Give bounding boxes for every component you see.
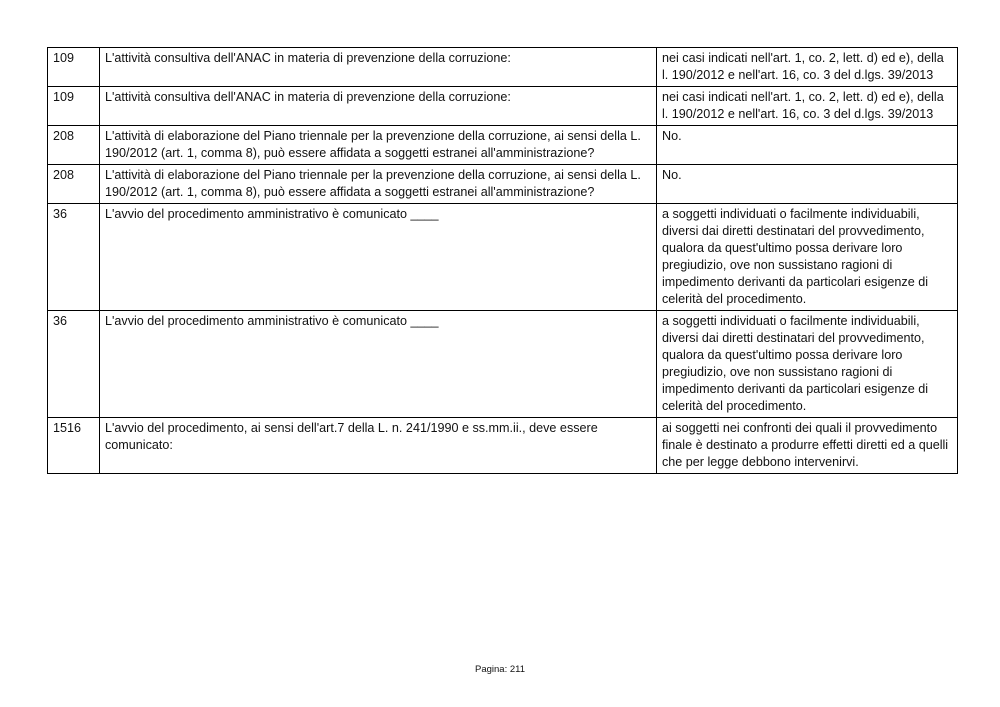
question-number: 36 — [48, 204, 100, 311]
table-row — [48, 48, 958, 87]
question-number: 1516 — [48, 418, 100, 474]
answer-text: No. — [657, 126, 958, 165]
answer-text: nei casi indicati nell'art. 1, co. 2, lett. d) ed e), della l. 190/2012 e nell'art. 16, co. 3 del d.lgs. 39/2013 — [657, 87, 958, 126]
question-number: 36 — [48, 311, 100, 418]
answer-text: ai soggetti nei confronti dei quali il provvedimento finale è destinato a produrre effetti diretti ed a quelli che per legge debbono intervenirvi. — [657, 418, 958, 474]
question-number: 109 — [48, 48, 100, 87]
question-text: L'avvio del procedimento, ai sensi dell'art.7 della L. n. 241/1990 e ss.mm.ii., deve essere comunicato: — [100, 418, 657, 474]
answer-text: a soggetti individuati o facilmente individuabili, diversi dai diretti destinatari del provvedimento, qualora da quest'ultimo possa derivare loro pregiudizio, ove non sussistano ragioni di impedimento derivanti da particolari esigenze di celerità del procedimento. — [657, 311, 958, 418]
question-text: L'attività consultiva dell'ANAC in materia di prevenzione della corruzione: — [100, 87, 657, 126]
question-number: 208 — [48, 126, 100, 165]
question-number: 208 — [48, 165, 100, 204]
answer-text: nei casi indicati nell'art. 1, co. 2, lett. d) ed e), della l. 190/2012 e nell'art. 16, co. 3 del d.lgs. 39/2013 — [657, 48, 958, 87]
question-text: L'avvio del procedimento amministrativo è comunicato ____ — [100, 204, 657, 311]
table-row — [48, 418, 958, 474]
question-text: L'attività di elaborazione del Piano triennale per la prevenzione della corruzione, ai sensi della L. 190/2012 (art. 1, comma 8), può essere affidata a soggetti estranei all'amministrazione? — [100, 165, 657, 204]
page-number-footer: Pagina: 211 — [474, 664, 525, 675]
answer-text: a soggetti individuati o facilmente individuabili, diversi dai diretti destinatari del provvedimento, qualora da quest'ultimo possa derivare loro pregiudizio, ove non sussistano ragioni di impedimento derivanti da particolari esigenze di celerità del procedimento. — [657, 204, 958, 311]
question-text: L'avvio del procedimento amministrativo è comunicato ____ — [100, 311, 657, 418]
question-number: 109 — [48, 87, 100, 126]
table-row — [48, 165, 958, 204]
answer-text: No. — [657, 165, 958, 204]
table-row — [48, 87, 958, 126]
table-row — [48, 126, 958, 165]
question-text: L'attività consultiva dell'ANAC in materia di prevenzione della corruzione: — [100, 48, 657, 87]
question-text: L'attività di elaborazione del Piano triennale per la prevenzione della corruzione, ai sensi della L. 190/2012 (art. 1, comma 8), può essere affidata a soggetti estranei all'amministrazione? — [100, 126, 657, 165]
table-row — [48, 204, 958, 311]
table-row — [48, 311, 958, 418]
qa-table — [47, 47, 958, 474]
